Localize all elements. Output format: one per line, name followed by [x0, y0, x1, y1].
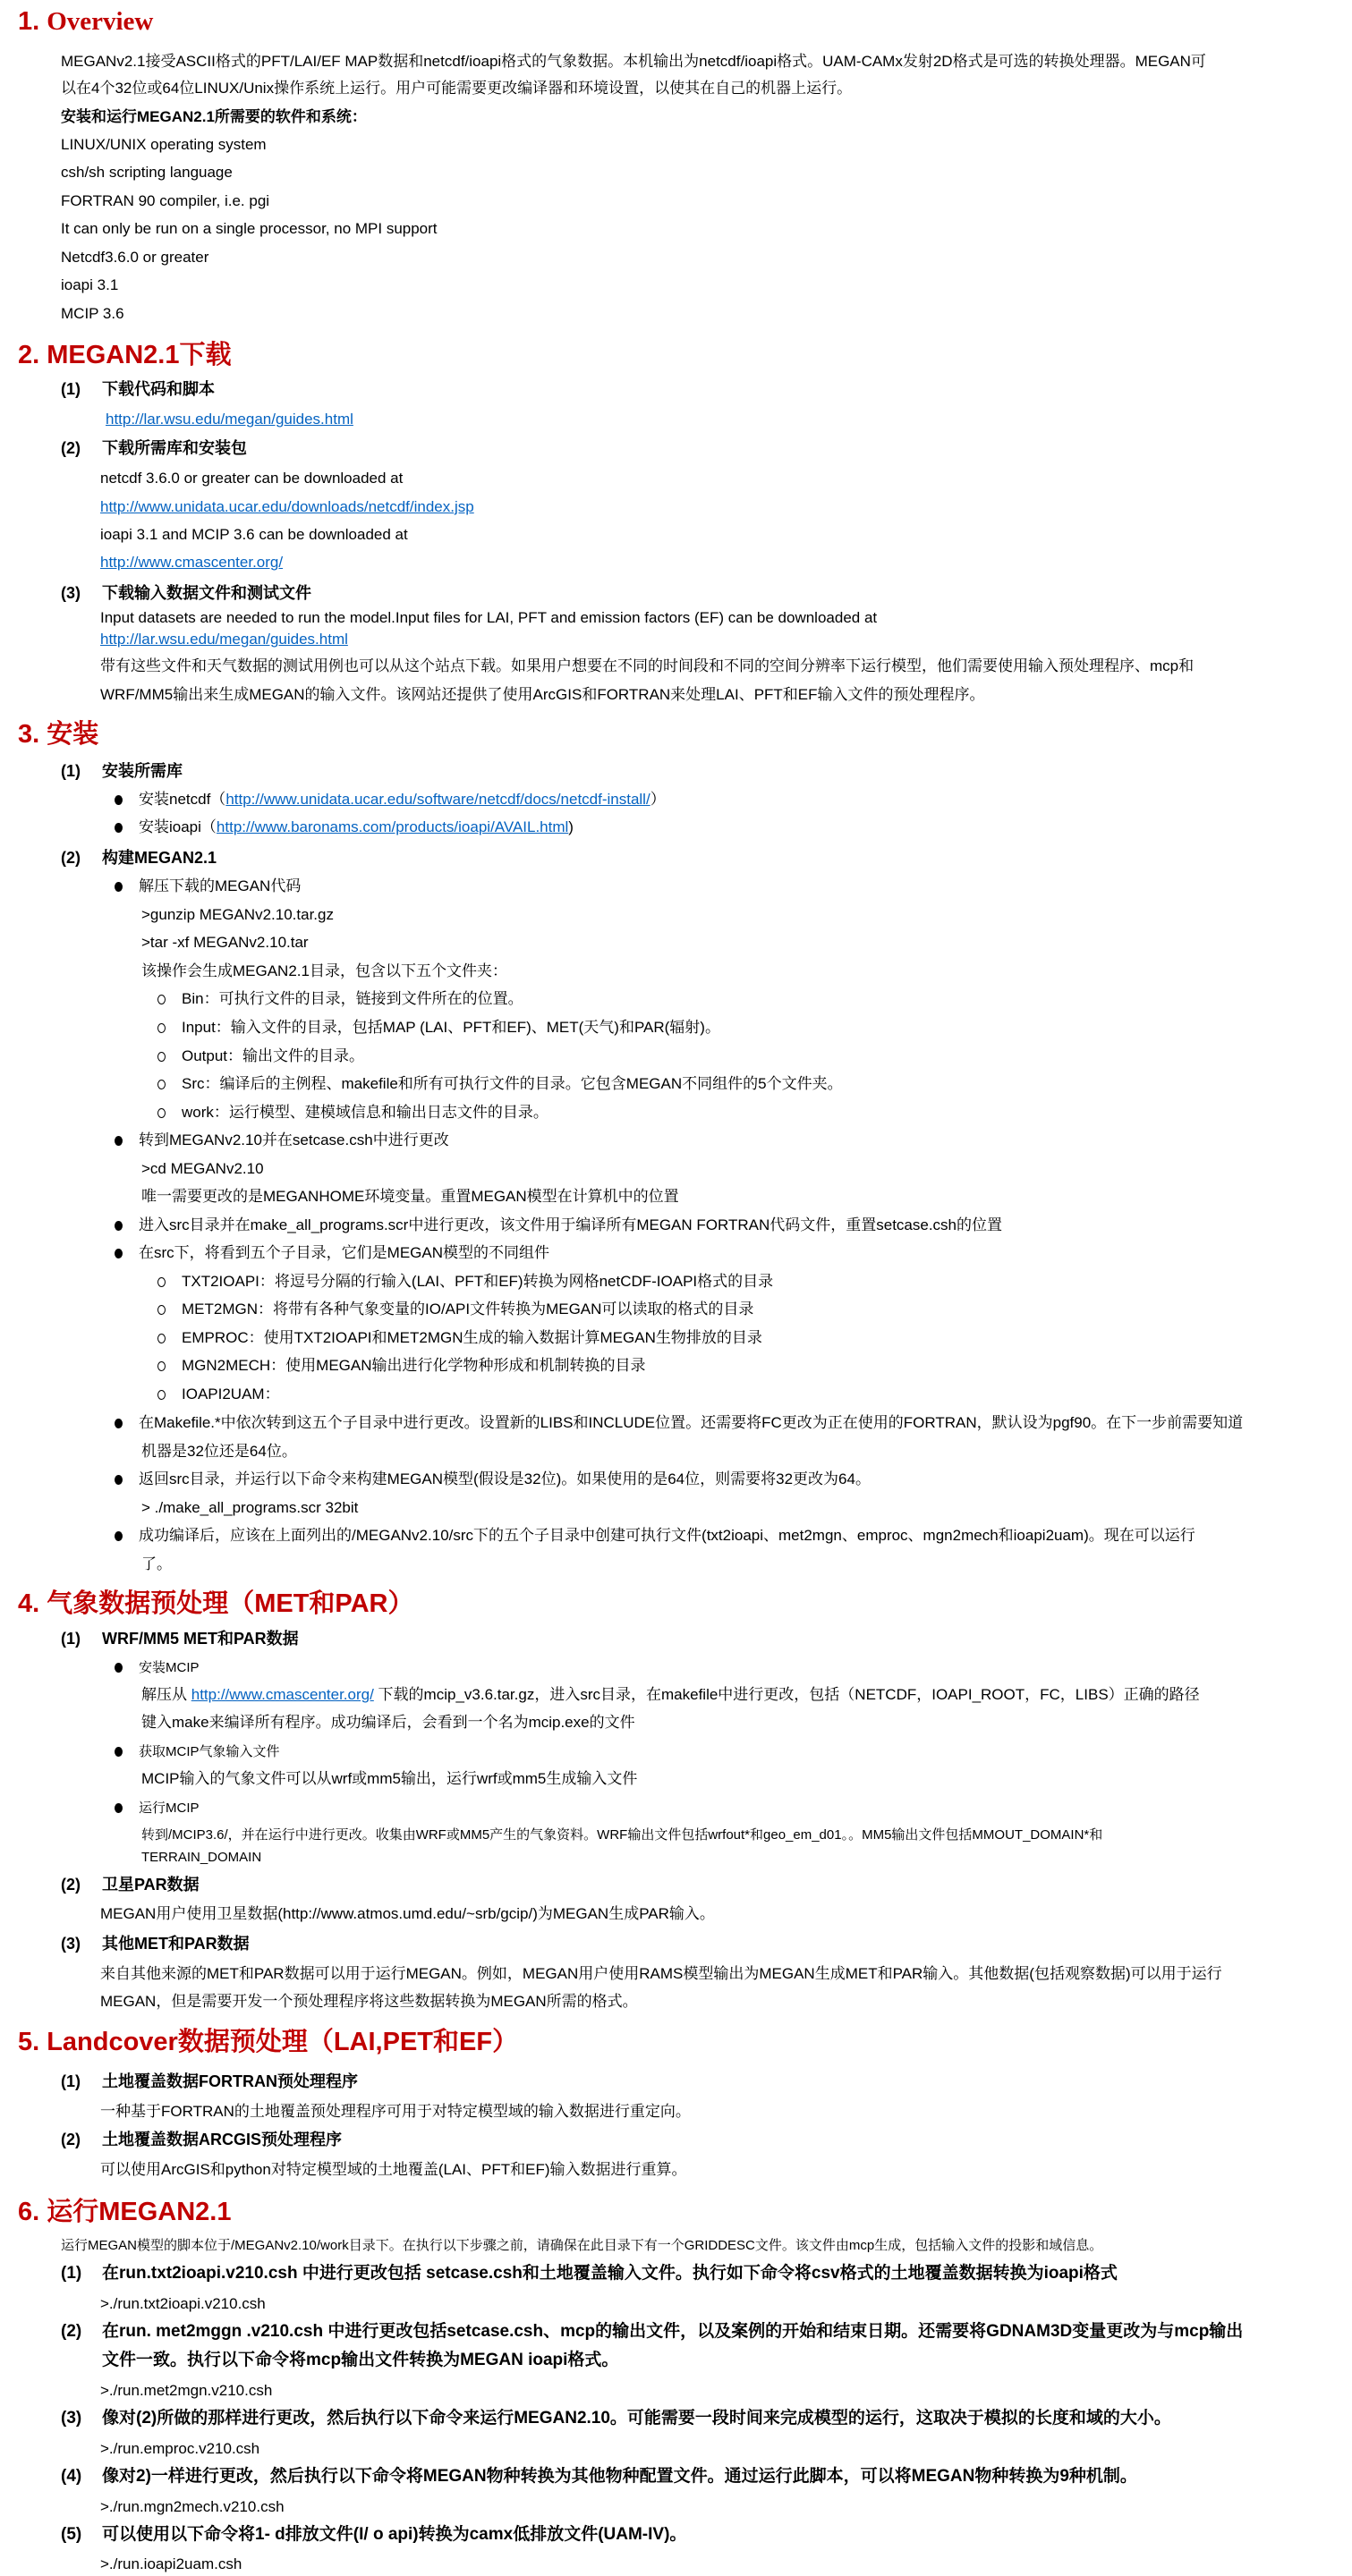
requirement-item: It can only be run on a single processor, no MPI support [61, 220, 438, 237]
requirement-item: ioapi 3.1 [61, 276, 119, 293]
command-line: > ./make_all_programs.scr 32bit [141, 1499, 359, 1516]
circle-bullet-icon [157, 1277, 166, 1287]
paragraph: Input datasets are needed to run the model.Input files for LAI, PFT and emission factors (EF) can be downloaded at [100, 609, 878, 626]
paragraph: MEGAN，但是需要开发一个预处理程序将这些数据转换为MEGAN所需的格式。 [100, 1993, 638, 2010]
component-item: EMPROC：使用TXT2IOAPI和MET2MGN生成的输入数据计算MEGAN生物排放的目录 [157, 1328, 762, 1348]
paragraph: ioapi 3.1 and MCIP 3.6 can be downloaded at [100, 526, 408, 543]
link-line [106, 410, 353, 429]
guides-link[interactable]: http://lar.wsu.edu/megan/guides.html [106, 411, 353, 428]
paragraph: TERRAIN_DOMAIN [141, 1850, 262, 1865]
paragraph: 一种基于FORTRAN的土地覆盖预处理程序可用于对特定模型域的输入数据进行重定向。 [100, 2103, 691, 2120]
paragraph: 机器是32位还是64位。 [141, 1443, 297, 1460]
section-heading-install: 3. 安装 [18, 720, 99, 749]
bullet-item: 运行MCIP [115, 1798, 200, 1818]
circle-bullet-icon [157, 1080, 166, 1089]
folder-item: Output：输出文件的目录。 [157, 1046, 364, 1066]
command-line: >cd MEGANv2.10 [141, 1160, 264, 1177]
circle-bullet-icon [157, 1108, 166, 1118]
command-line: >tar -xf MEGANv2.10.tar [141, 934, 309, 951]
section-heading-landcover: 5. Landcover数据预处理（LAI,PET和EF） [18, 2028, 519, 2056]
requirement-item: Netcdf3.6.0 or greater [61, 249, 209, 266]
paragraph: 可以使用ArcGIS和python对特定模型域的土地覆盖(LAI、PFT和EF)输入数据进行重算。 [100, 2161, 687, 2178]
folder-item: work：运行模型、建模域信息和输出日志文件的目录。 [157, 1103, 548, 1123]
subsection-heading: (2) 土地覆盖数据ARCGIS预处理程序 [61, 2131, 343, 2148]
bullet-item: 在src下，将看到五个子目录，它们是MEGAN模型的不同组件 [115, 1243, 549, 1263]
requirement-item: MCIP 3.6 [61, 305, 124, 322]
folder-item: Bin：可执行文件的目录，链接到文件所在的位置。 [157, 989, 523, 1009]
circle-bullet-icon [157, 1052, 166, 1062]
circle-bullet-icon [157, 1390, 166, 1400]
bullet-item: 成功编译后，应该在上面列出的/MEGANv2.10/src下的五个子目录中创建可执行文件(txt2ioapi、met2mgn、emproc、mgn2mech和ioapi2uam)。现在可以运行 [115, 1526, 1195, 1546]
bullet-item: 返回src目录，并运行以下命令来构建MEGAN模型(假设是32位)。如果使用的是64位，则需要将32更改为64。 [115, 1470, 871, 1489]
requirement-item: csh/sh scripting language [61, 164, 233, 181]
requirements-heading: 安装和运行MEGAN2.1所需要的软件和系统： [61, 108, 367, 125]
command-line: >./run.txt2ioapi.v210.csh [100, 2295, 266, 2312]
section-heading-overview: 1. Overview [18, 7, 154, 36]
bullet-item: 安装ioapi（http://www.baronams.com/products/ioapi/AVAIL.html) [115, 818, 574, 837]
folder-item: Src：编译后的主例程、makefile和所有可执行文件的目录。它包含MEGAN不同组件的5个文件夹。 [157, 1074, 843, 1094]
paragraph: 来自其他来源的MET和PAR数据可以用于运行MEGAN。例如，MEGAN用户使用RAMS模型输出为MEGAN生成MET和PAR输入。其他数据(包括观察数据)可以用于运行 [100, 1965, 1222, 1982]
command-line: >./run.ioapi2uam.csh [100, 2555, 242, 2572]
bullet-item: 解压下载的MEGAN代码 [115, 877, 301, 896]
command-line: >./run.emproc.v210.csh [100, 2440, 260, 2457]
paragraph: MEGANv2.1接受ASCII格式的PFT/LAI/EF MAP数据和netcdf/ioapi格式的气象数据。本机输出为netcdf/ioapi格式。UAM-CAMx发射2D格式是可选的转换处理器。MEGAN可 [61, 53, 1206, 70]
bullet-item: 在Makefile.*中依次转到这五个子目录中进行更改。设置新的LIBS和INCLUDE位置。还需要将FC更改为正在使用的FORTRAN，默认设为pgf90。在下一步前需要知道 [115, 1413, 1243, 1433]
bullet-icon [115, 1419, 123, 1428]
section-heading-run-megan: 6. 运行MEGAN2.1 [18, 2198, 232, 2226]
bullet-item: 安装MCIP [115, 1657, 200, 1678]
command-line: >./run.mgn2mech.v210.csh [100, 2498, 285, 2515]
paragraph: 唯一需要更改的是MEGANHOME环境变量。重置MEGAN模型在计算机中的位置 [141, 1188, 679, 1205]
circle-bullet-icon [157, 1334, 166, 1343]
bullet-icon [115, 1475, 123, 1485]
bullet-icon [115, 1136, 123, 1146]
bullet-item: 获取MCIP气象输入文件 [115, 1741, 280, 1762]
bullet-icon [115, 1221, 123, 1231]
paragraph: 了。 [141, 1555, 172, 1572]
cmascenter-link-2[interactable]: http://www.cmascenter.org/ [191, 1686, 374, 1703]
subsection-heading: (2) 下载所需库和安装包 [61, 439, 247, 457]
bullet-icon [115, 1747, 123, 1757]
step-heading: (2) 在run. met2mggn .v210.csh 中进行更改包括setcase.csh、mcp的输出文件，以及案例的开始和结束日期。还需要将GDNAM3D变量更改为与mcp输出 [61, 2322, 1244, 2341]
guides-link-2[interactable]: http://lar.wsu.edu/megan/guides.html [100, 631, 348, 648]
bullet-item: 转到MEGANv2.10并在setcase.csh中进行更改 [115, 1131, 449, 1150]
paragraph: 带有这些文件和天气数据的测试用例也可以从这个站点下载。如果用户想要在不同的时间段和不同的空间分辨率下运行模型，他们需要使用输入预处理程序、mcp和 [100, 657, 1195, 674]
requirement-item: FORTRAN 90 compiler, i.e. pgi [61, 192, 270, 209]
circle-bullet-icon [157, 1305, 166, 1315]
circle-bullet-icon [157, 1023, 166, 1033]
subsection-heading: (1) 下载代码和脚本 [61, 380, 215, 398]
link-line [100, 497, 474, 517]
component-item: MGN2MECH：使用MEGAN输出进行化学物种形成和机制转换的目录 [157, 1356, 646, 1376]
bullet-item: 安装netcdf（http://www.unidata.ucar.edu/software/netcdf/docs/netcdf-install/） [115, 790, 666, 809]
step-heading: (5) 可以使用以下命令将1- d排放文件(I/ o api)转换为camx低排放文件(UAM-IV)。 [61, 2525, 687, 2544]
requirement-item: LINUX/UNIX operating system [61, 136, 267, 153]
bullet-icon [115, 823, 123, 833]
bullet-icon [115, 795, 123, 805]
netcdf-install-link[interactable]: http://www.unidata.ucar.edu/software/netcdf/docs/netcdf-install/ [225, 791, 650, 808]
section-heading-download: 2. MEGAN2.1下载 [18, 341, 232, 369]
paragraph: netcdf 3.6.0 or greater can be downloaded at [100, 470, 404, 487]
subsection-heading: (3) 其他MET和PAR数据 [61, 1935, 250, 1953]
paragraph: MEGAN用户使用卫星数据(http://www.atmos.umd.edu/~srb/gcip/)为MEGAN生成PAR输入。 [100, 1905, 715, 1922]
component-item: IOAPI2UAM： [157, 1385, 280, 1404]
paragraph: 键入make来编译所有程序。成功编译后，会看到一个名为mcip.exe的文件 [141, 1714, 635, 1731]
section-heading-met-preprocess: 4. 气象数据预处理（MET和PAR） [18, 1589, 414, 1618]
paragraph: 该操作会生成MEGAN2.1目录，包含以下五个文件夹： [141, 962, 507, 979]
link-line [100, 553, 283, 572]
step-heading: (3) 像对(2)所做的那样进行更改，然后执行以下命令来运行MEGAN2.10。可能需要一段时间来完成模型的运行，这取决于模拟的长度和域的大小。 [61, 2409, 1171, 2428]
subsection-heading: (2) 构建MEGAN2.1 [61, 849, 217, 867]
paragraph: WRF/MM5输出来生成MEGAN的输入文件。该网站还提供了使用ArcGIS和FORTRAN来处理LAI、PFT和EF输入文件的预处理程序。 [100, 686, 985, 703]
paragraph: 解压从 http://www.cmascenter.org/ 下载的mcip_v3.6.tar.gz，进入src目录，在makefile中进行更改，包括（NETCDF，IOAPI_ROOT，FC，LIBS）正确的路径 [141, 1686, 1200, 1703]
component-item: TXT2IOAPI：将逗号分隔的行输入(LAI、PFT和EF)转换为网格netCDF-IOAPI格式的目录 [157, 1272, 773, 1292]
paragraph: 转到/MCIP3.6/，并在运行中进行更改。收集由WRF或MM5产生的气象资料。WRF输出文件包括wrfout*和geo_em_d01。。MM5输出文件包括MMOUT_DOMAIN*和 [141, 1827, 1103, 1843]
circle-bullet-icon [157, 995, 166, 1004]
ioapi-link[interactable]: http://www.baronams.com/products/ioapi/AVAIL.html [216, 818, 569, 835]
step-heading-continued: 文件一致。执行以下命令将mcp输出文件转换为MEGAN ioapi格式。 [102, 2351, 619, 2369]
bullet-icon [115, 1803, 123, 1813]
subsection-heading: (1) WRF/MM5 MET和PAR数据 [61, 1630, 299, 1648]
folder-item: Input：输入文件的目录，包括MAP (LAI、PFT和EF)、MET(天气)和PAR(辐射)。 [157, 1018, 720, 1038]
subsection-heading: (1) 安装所需库 [61, 762, 183, 780]
bullet-item: 进入src目录并在make_all_programs.scr中进行更改，该文件用于编译所有MEGAN FORTRAN代码文件，重置setcase.csh的位置 [115, 1216, 1002, 1235]
bullet-icon [115, 1249, 123, 1258]
paragraph: 运行MEGAN模型的脚本位于/MEGANv2.10/work目录下。在执行以下步骤之前，请确保在此目录下有一个GRIDDESC文件。该文件由mcp生成，包括输入文件的投影和域信息。 [61, 2238, 1103, 2253]
cmascenter-link[interactable]: http://www.cmascenter.org/ [100, 554, 284, 571]
paragraph: 以在4个32位或64位LINUX/Unix操作系统上运行。用户可能需要更改编译器和环境设置，以使其在自己的机器上运行。 [61, 80, 853, 97]
step-heading: (4) 像对2)一样进行更改，然后执行以下命令将MEGAN物种转换为其他物种配置文件。通过运行此脚本，可以将MEGAN物种转换为9种机制。 [61, 2467, 1137, 2486]
netcdf-download-link[interactable]: http://www.unidata.ucar.edu/downloads/netcdf/index.jsp [100, 498, 474, 515]
paragraph: MCIP输入的气象文件可以从wrf或mm5输出，运行wrf或mm5生成输入文件 [141, 1770, 638, 1787]
subsection-heading: (3) 下载输入数据文件和测试文件 [61, 584, 311, 602]
bullet-icon [115, 1531, 123, 1541]
bullet-icon [115, 1663, 123, 1673]
link-line [100, 630, 348, 649]
command-line: >./run.met2mgn.v210.csh [100, 2382, 273, 2399]
component-item: MET2MGN：将带有各种气象变量的IO/API文件转换为MEGAN可以读取的格式的目录 [157, 1300, 753, 1319]
subsection-heading: (1) 土地覆盖数据FORTRAN预处理程序 [61, 2072, 358, 2090]
bullet-icon [115, 882, 123, 892]
subsection-heading: (2) 卫星PAR数据 [61, 1876, 200, 1894]
step-heading: (1) 在run.txt2ioapi.v210.csh 中进行更改包括 setcase.csh和土地覆盖输入文件。执行如下命令将csv格式的土地覆盖数据转换为ioapi格式 [61, 2264, 1118, 2283]
command-line: >gunzip MEGANv2.10.tar.gz [141, 906, 334, 923]
circle-bullet-icon [157, 1361, 166, 1371]
